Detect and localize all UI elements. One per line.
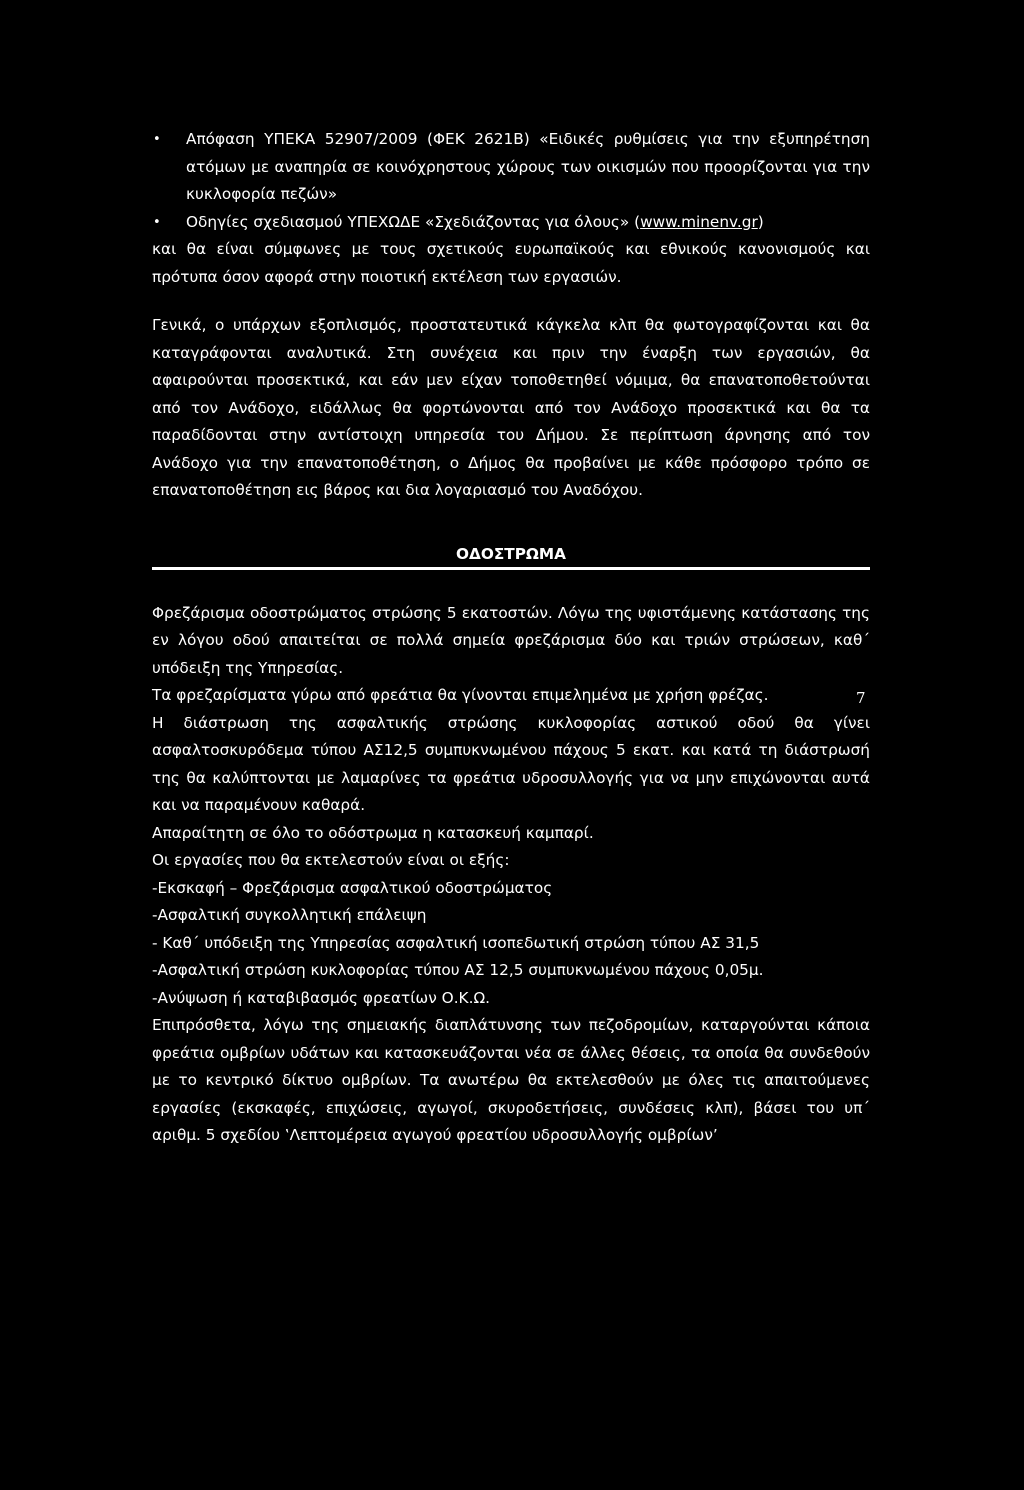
works-item: -Ασφαλτική συγκολλητική επάλειψη [152,906,427,924]
reference-list [152,126,870,236]
road-section [152,600,870,1150]
minenv-link[interactable]: www.minenv.gr [640,212,758,231]
equipment-paragraph: Γενικά, ο υπάρχων εξοπλισμός, προστατευτικά κάγκελα κλπ θα φωτογραφίζονται και θα καταγράφονται αναλυτικά. Στη συνέχεια και πριν την έναρξη των εργασιών, θα αφαιρούνται προσεκτικά, και εάν μεν είχαν τοποθετηθεί νόμιμα, θα επανατοποθετούνται από τον Ανάδοχο, ειδάλλως θα φορτώνονται από τον Ανάδοχο προσεκτικά και θα τα παραδίδονται στην αντίστοιχη υπηρεσία του Δήμου. Σε περίπτωση άρνησης από τον Ανάδοχο για την επανατοποθέτηση, ο Δήμος θα προβαίνει με κάθε πρόσφορο τρόπο σε επανατοποθέτηση εις βάρος και δια λογαριασμό του Αναδόχου. [152,316,870,499]
works-item: - Καθ΄ υπόδειξη της Υπηρεσίας ασφαλτική ισοπεδωτική στρώση τύπου ΑΣ 31,5 [152,933,760,952]
reference-text: Οδηγίες σχεδιασμού ΥΠΕΧΩΔΕ «Σχεδιάζοντας για όλους» ( [186,212,641,231]
manhole-milling-line: Τα φρεζαρίσματα γύρω από φρεάτια θα γίνονται επιμελημένα με χρήση φρέζας. [152,686,769,704]
page-number: 7 [856,689,866,707]
drainage-paragraph: Επιπρόσθετα, λόγω της σημειακής διαπλάτυνσης των πεζοδρομίων, καταργούνται κάποια φρεάτια ομβρίων υδάτων και κατασκευάζονται νέα σε άλλες θέσεις, τα οποία θα συνδεθούν με το κεντρικό δίκτυο ομβρίων. Τα ανωτέρω θα εκτελεσθούν με όλες τις απαιτούμενες εργασίες (εκσκαφές, επιχώσεις, αγωγοί, σκυροδετήσεις, συνδέσεις κλπ), βάσει του υπ΄ αριθμ. 5 σχεδίου ‛Λεπτομέρεια αγωγού φρεατίου υδροσυλλογής ομβρίων’ [152,1016,870,1144]
reference-text-end: ) [757,212,764,231]
works-item: -Ασφαλτική στρώση κυκλοφορίας τύπου ΑΣ 12,5 συμπυκνωμένου πάχους 0,05μ. [152,961,764,979]
paving-paragraph: Η διάστρωση της ασφαλτικής στρώσης κυκλοφορίας αστικού οδού θα γίνει ασφαλτοσκυρόδεμα τύπου ΑΣ12,5 συμπυκνωμένου πάχους 5 εκατ. και κατά τη διάστρωσή της θα καλύπτονται με λαμαρίνες τα φρεάτια υδροσυλλογής για να μην επιχώνονται αυτά και να παραμένουν καθαρά. [152,713,870,814]
works-item: -Ανύψωση ή καταβιβασμός φρεατίων Ο.Κ.Ω. [152,988,490,1007]
milling-paragraph: Φρεζάρισμα οδοστρώματος στρώσης 5 εκατοστών. Λόγω της υφιστάμενης κατάστασης της εν λόγου οδού απαιτείται σε πολλά σημεία φρεζάρισμα δύο και τριών στρώσεων, καθ΄ υπόδειξη της Υπηρεσίας. [152,603,870,677]
works-intro: Οι εργασίες που θα εκτελεστούν είναι οι εξής: [152,851,510,869]
spacer [152,505,870,542]
camber-line: Απαραίτητη σε όλο το οδόστρωμα η κατασκευή καμπαρί. [152,823,594,842]
list-item [152,209,870,237]
spacer [152,291,870,312]
section-title: ΟΔΟΣΤΡΩΜΑ [455,544,566,563]
list-item [152,126,870,209]
reference-text: Απόφαση ΥΠΕΚΑ 52907/2009 (ΦΕΚ 2621Β) «Ειδικές ρυθμίσεις για την εξυπηρέτηση ατόμων με αναπηρία σε κοινόχρηστους χώρους των οικισμών που προορίζονται για την κυκλοφορία πεζών» [186,130,870,203]
compliance-paragraph: και θα είναι σύμφωνες με τους σχετικούς ευρωπαϊκούς και εθνικούς κανονισμούς και πρότυπα όσον αφορά στην ποιοτική εκτέλεση των εργασιών. [152,240,870,286]
section-divider [152,567,870,570]
document-page [152,126,870,1150]
works-item: -Εκσκαφή – Φρεζάρισμα ασφαλτικού οδοστρώματος [152,878,553,897]
bullet-icon: • [153,214,161,230]
bullet-icon: • [153,132,161,147]
